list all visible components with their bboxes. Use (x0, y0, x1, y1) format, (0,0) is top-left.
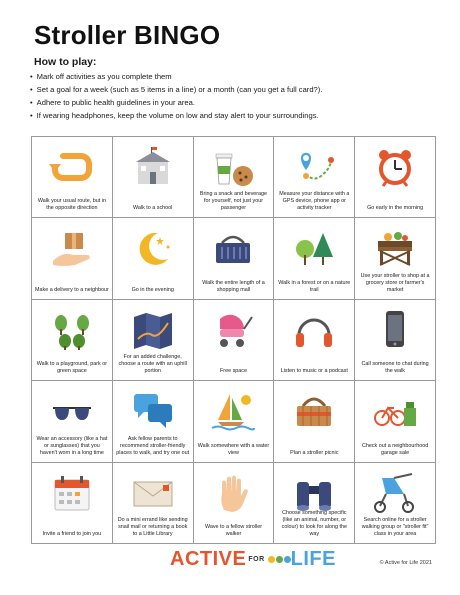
bingo-cell[interactable] (355, 218, 436, 299)
cell-label: Make a delivery to a neighbour (35, 286, 109, 293)
cell-label: Go early in the morning (367, 205, 424, 212)
cell-label: Walk the entire length of a shopping mall (202, 279, 265, 293)
bingo-cell[interactable] (274, 218, 355, 299)
logo-life: LIFE (290, 548, 336, 570)
bingo-cell[interactable] (32, 300, 113, 381)
sunglasses-icon (48, 389, 96, 433)
bingo-cell[interactable] (194, 381, 275, 462)
cell-label: Choose something specific (like an animal, number, or colour) to look for along the way (281, 510, 347, 537)
bingo-cell[interactable] (274, 463, 355, 544)
rule-item: • If wearing headphones, keep the volume on low and stay alert to your surroundings. (30, 109, 322, 122)
rule-item: • Adhere to public health guidelines in your area. (30, 96, 322, 109)
cell-label: Wave to a fellow stroller walker (204, 524, 262, 537)
market-stall-icon (371, 226, 419, 270)
cell-label: Check out a neighbourhood garage sale (361, 442, 429, 456)
envelope-icon (129, 471, 177, 515)
cell-label: Bring a snack and beverage for yourself, not just your passenger (199, 191, 268, 212)
moon-stars-icon (129, 226, 177, 270)
bingo-cell[interactable] (274, 381, 355, 462)
bingo-cell[interactable] (355, 463, 436, 544)
route-map-icon (290, 145, 338, 189)
loop-arrow-icon (48, 145, 96, 189)
bingo-cell[interactable] (113, 381, 194, 462)
alarm-clock-icon (371, 145, 419, 189)
cell-label: Search online for a stroller walking group or "stroller fit" class in your area (361, 517, 429, 537)
bingo-cell[interactable] (274, 137, 355, 218)
rule-item: • Set a goal for a week (such as 5 items in a line) or a month (can you get a full card?). (30, 83, 322, 96)
cell-label: Invite a friend to join you (42, 531, 102, 537)
hand-package-icon (48, 226, 96, 270)
coffee-cookie-icon (209, 145, 257, 189)
bingo-grid (31, 136, 436, 544)
page-title: Stroller BINGO (34, 20, 221, 50)
cell-label: Plan a stroller picnic (290, 449, 339, 456)
folded-map-icon (129, 308, 177, 352)
bingo-cell[interactable] (32, 218, 113, 299)
bingo-cell[interactable] (113, 137, 194, 218)
logo-dots-icon (268, 556, 291, 563)
sailboat-icon (209, 389, 257, 433)
bingo-cell[interactable] (355, 137, 436, 218)
chat-bubbles-icon (129, 389, 177, 433)
cell-label: Free space (220, 368, 247, 375)
bingo-cell[interactable] (355, 300, 436, 381)
school-icon (129, 145, 177, 189)
bingo-cell[interactable] (113, 218, 194, 299)
cell-label: Use your stroller to shop at a grocery store or farmer's market (360, 272, 430, 293)
trees-icon (290, 226, 338, 270)
cell-label: Listen to music or a podcast (280, 368, 348, 375)
binoculars-icon (290, 471, 338, 515)
waving-hand-icon (209, 471, 257, 515)
headphones-icon (290, 308, 338, 352)
stroller-icon (209, 308, 257, 352)
bingo-cell[interactable] (32, 463, 113, 544)
cell-label: Walk in a forest or on a nature trail (278, 279, 351, 293)
cell-label: Walk to a playground, park or green space (36, 361, 107, 375)
rule-item: • Mark off activities as you complete them (30, 70, 322, 83)
bingo-cell[interactable] (32, 381, 113, 462)
cell-label: Walk your usual route, but in the opposite direction (37, 198, 106, 212)
bingo-cell[interactable] (194, 300, 275, 381)
how-to-heading: How to play: (34, 56, 97, 68)
cell-label: Measure your distance with a GPS device, phone app or activity tracker (279, 191, 350, 212)
jogging-stroller-icon (371, 471, 419, 515)
bingo-cell[interactable] (194, 218, 275, 299)
cell-label: Go in the evening (131, 286, 174, 293)
bingo-cell[interactable] (113, 300, 194, 381)
copyright-text: © Active for Life 2021 (379, 560, 432, 566)
smartphone-icon (371, 308, 419, 352)
park-trees-icon (48, 308, 96, 352)
cell-label: Ask fellow parents to recommend stroller-friendly places to walk, and try one out (116, 435, 190, 456)
shopping-basket-icon (209, 226, 257, 270)
bingo-cell[interactable] (32, 137, 113, 218)
cell-label: Do a mini errand like sending snail mail or returning a book to a Little Library (117, 517, 188, 537)
cell-label: Wear an accessory (like a hat or sunglasses) that you haven't worn in a long time (36, 435, 108, 456)
active-for-life-logo (170, 548, 336, 571)
bingo-cell[interactable] (194, 137, 275, 218)
cell-label: Call someone to chat during the walk (361, 361, 429, 375)
bingo-cell[interactable] (355, 381, 436, 462)
bingo-cell[interactable] (194, 463, 275, 544)
bike-sale-icon (371, 389, 419, 433)
bingo-cell[interactable] (113, 463, 194, 544)
bingo-cell[interactable] (274, 300, 355, 381)
logo-active: ACTIVE (170, 548, 247, 570)
cell-label: Walk somewhere with a water view (197, 442, 270, 456)
calendar-icon (48, 471, 96, 515)
cell-label: For an added challenge, choose a route with an uphill portion (118, 354, 187, 375)
logo-for: FOR (248, 556, 265, 563)
rules-list (30, 70, 322, 122)
cell-label: Walk to a school (133, 205, 173, 212)
picnic-basket-icon (290, 389, 338, 433)
